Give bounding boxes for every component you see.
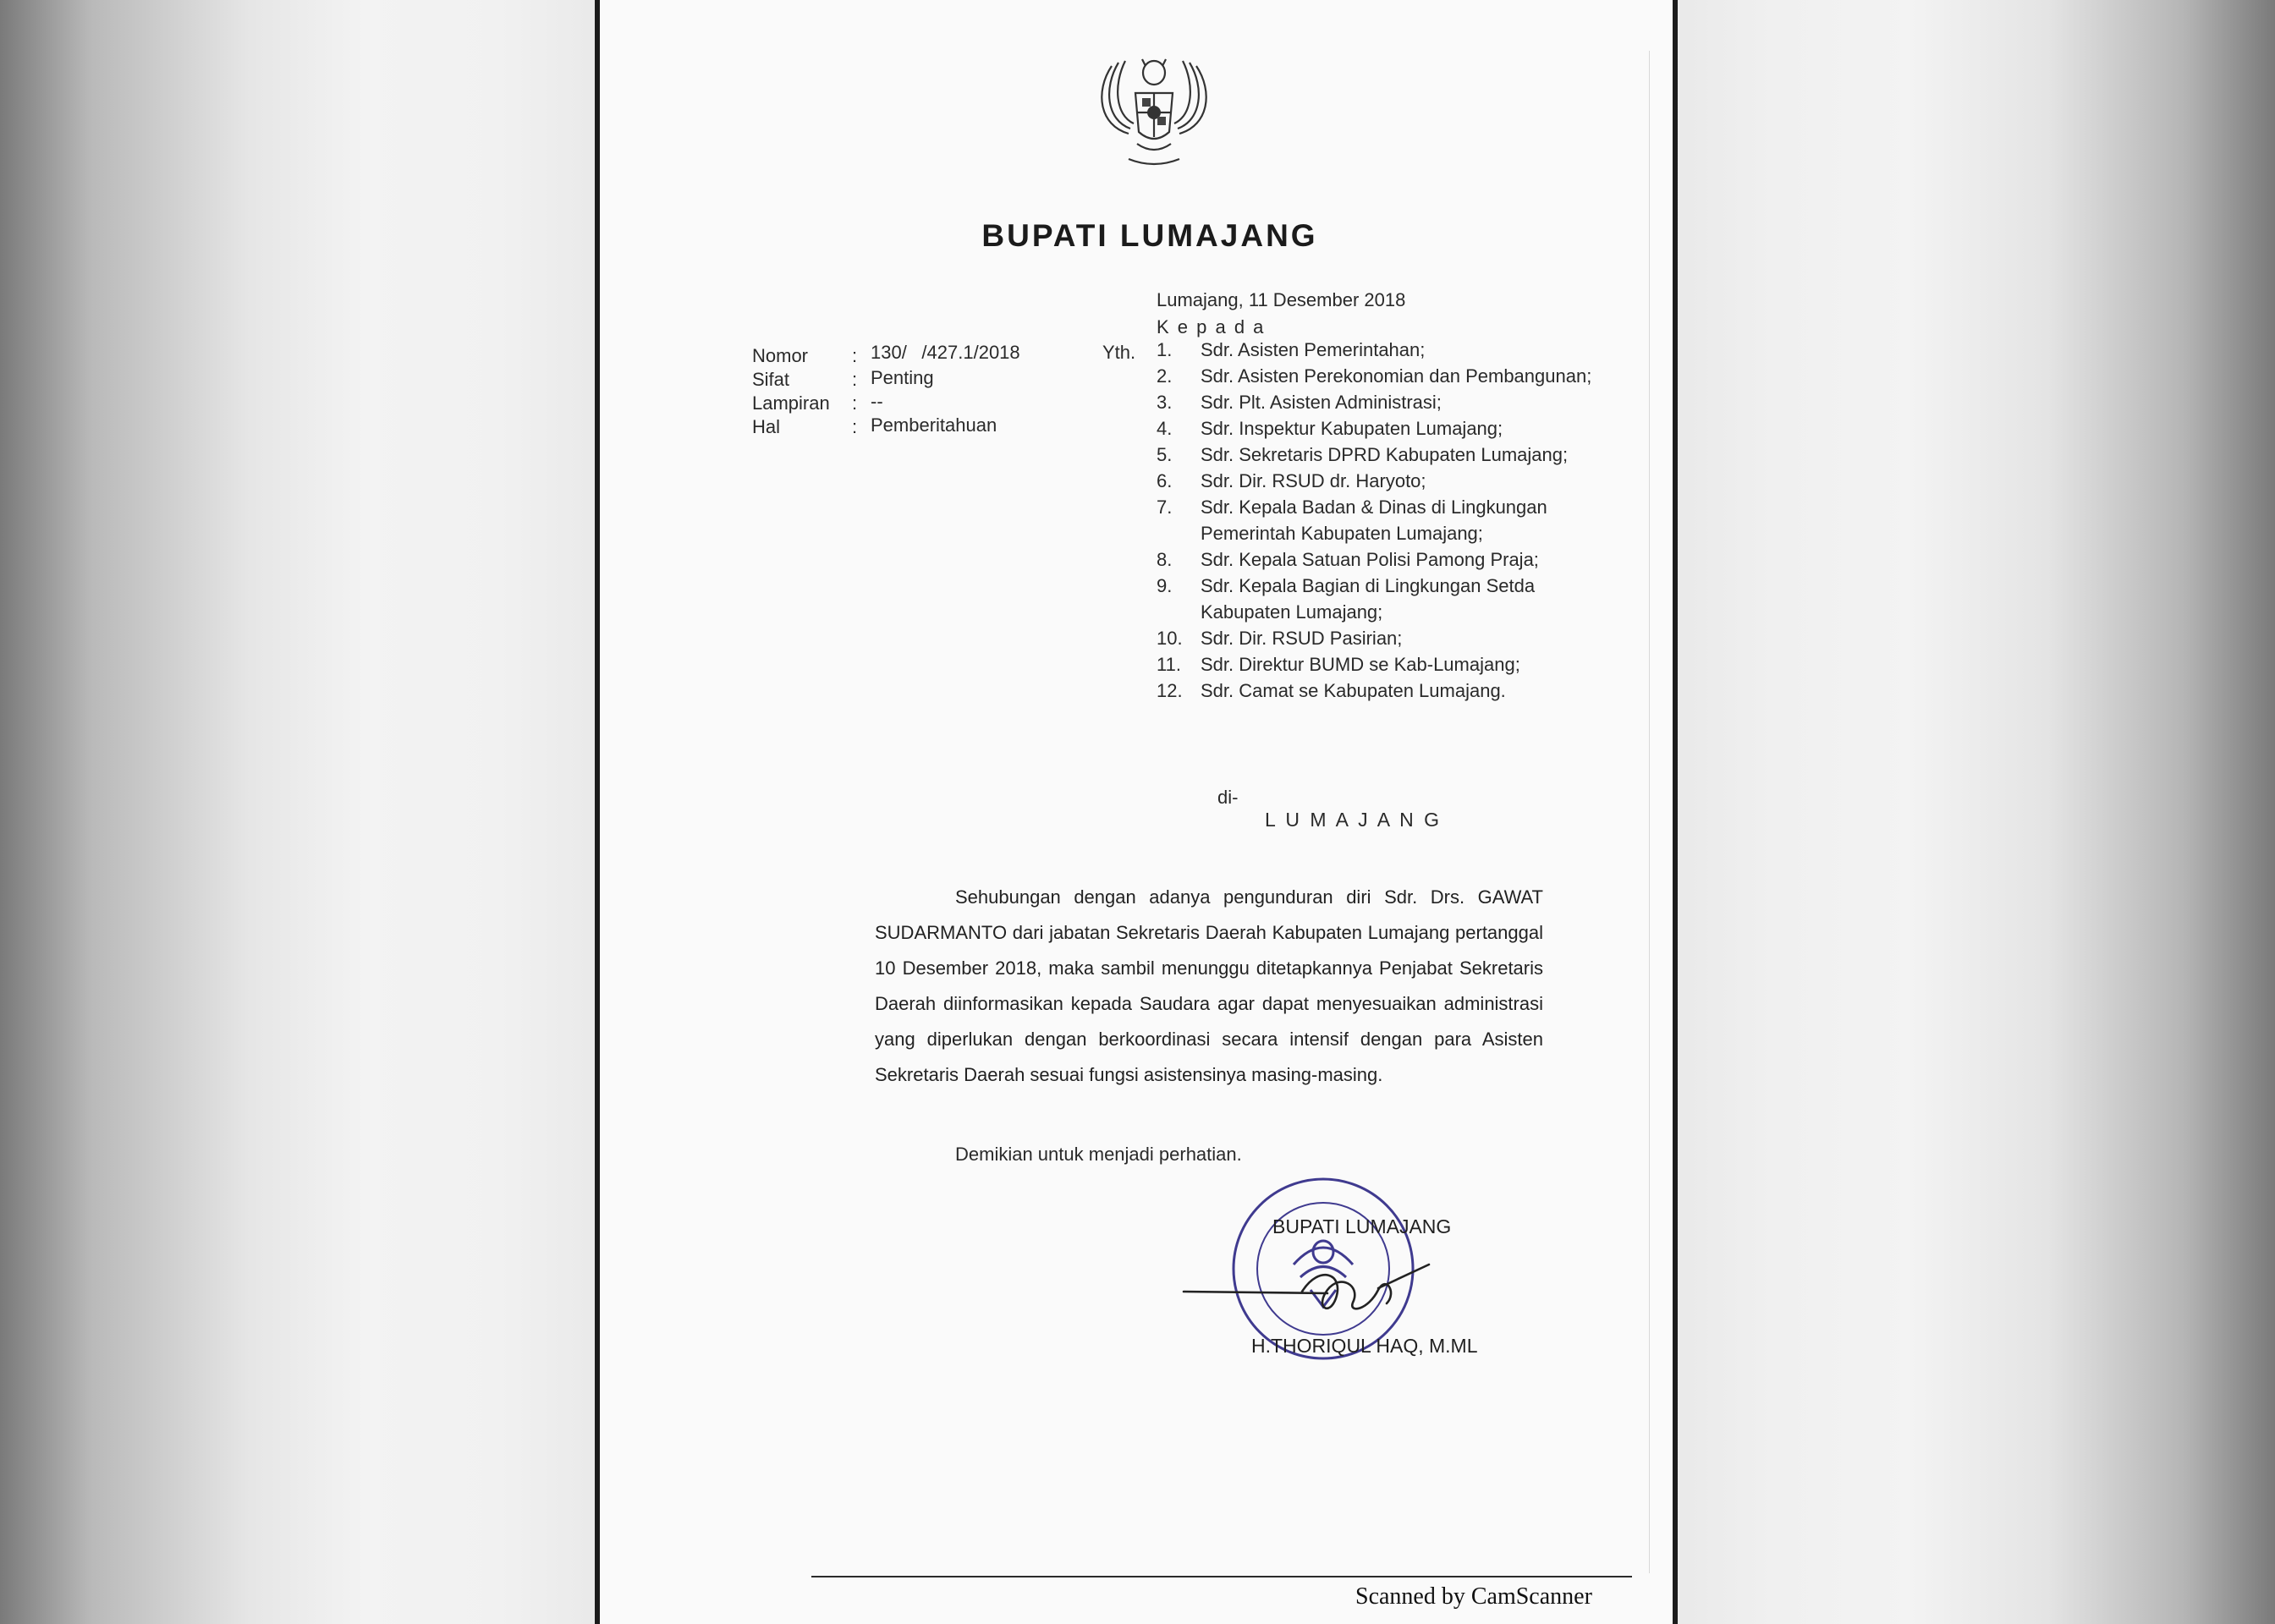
list-item: 5. Sdr. Sekretaris DPRD Kabupaten Lumajang; <box>1157 444 1569 465</box>
footer-divider <box>811 1576 1632 1577</box>
page-edge-divider <box>1649 51 1650 1573</box>
list-item: 2. Sdr. Asisten Perekonomian dan Pembangunan; <box>1157 365 1592 387</box>
list-item: 12. Sdr. Camat se Kabupaten Lumajang. <box>1157 680 1506 701</box>
list-item: 7. Sdr. Kepala Badan & Dinas di Lingkungan Pemerintah Kabupaten Lumajang; <box>1157 497 1547 544</box>
list-item: 4. Sdr. Inspektur Kabupaten Lumajang; <box>1157 418 1503 439</box>
nomor-value: 130/ /427.1/2018 <box>871 342 1020 363</box>
scanned-letter <box>595 0 1678 1624</box>
garuda-emblem-icon <box>1078 32 1230 184</box>
hal-label: Hal <box>752 416 781 437</box>
colon: : <box>852 416 858 437</box>
di-label: di- <box>1217 787 1239 808</box>
destination: L U M A J A N G <box>1265 809 1442 831</box>
place-date: Lumajang, 11 Desember 2018 <box>1157 289 1406 310</box>
letterhead-title: BUPATI LUMAJANG <box>981 218 1318 253</box>
nomor-label: Nomor <box>752 345 809 366</box>
list-item: 10. Sdr. Dir. RSUD Pasirian; <box>1157 628 1403 649</box>
hal-value: Pemberitahuan <box>871 414 997 436</box>
closing-line: Demikian untuk menjadi perhatian. <box>955 1144 1242 1165</box>
recipient-list <box>1157 337 1596 704</box>
lampiran-value: -- <box>871 391 883 412</box>
yth-label: Yth. <box>1102 342 1136 363</box>
list-item: 8. Sdr. Kepala Satuan Polisi Pamong Praja; <box>1157 549 1539 570</box>
list-item: 1. Sdr. Asisten Pemerintahan; <box>1157 339 1426 360</box>
letter-body: Sehubungan dengan adanya pengunduran diri Sdr. Drs. GAWAT SUDARMANTO dari jabatan Sekretaris Daerah Kabupaten Lumajang pertanggal 10 Desember 2018, maka sambil menunggu ditetapkannya Penjabat Sekretaris Daerah diinformasikan kepada Saudara agar dapat menyesuaikan administrasi yang diperlukan dengan berkoordinasi secara intensif dengan para Asisten Sekretaris Daerah sesuai fungsi asistensinya masing-masing. <box>875 886 1543 1085</box>
signer-name: H.THORIQUL HAQ, M.ML <box>1251 1335 1478 1357</box>
signer-title: BUPATI LUMAJANG <box>1272 1215 1452 1237</box>
camscanner-watermark: Scanned by CamScanner <box>1355 1583 1592 1610</box>
sifat-label: Sifat <box>752 369 790 390</box>
list-item: 11. Sdr. Direktur BUMD se Kab-Lumajang; <box>1157 654 1520 675</box>
lampiran-label: Lampiran <box>752 392 830 414</box>
list-item: 6. Sdr. Dir. RSUD dr. Haryoto; <box>1157 470 1426 491</box>
recipient-intro: K e p a d a <box>1157 316 1266 337</box>
colon: : <box>852 369 858 390</box>
sifat-value: Penting <box>871 367 934 388</box>
colon: : <box>852 392 858 414</box>
list-item: 3. Sdr. Plt. Asisten Administrasi; <box>1157 392 1442 413</box>
colon: : <box>852 345 858 366</box>
list-item: 9. Sdr. Kepala Bagian di Lingkungan Setda Kabupaten Lumajang; <box>1157 575 1536 623</box>
signature-icon <box>1175 1239 1463 1332</box>
